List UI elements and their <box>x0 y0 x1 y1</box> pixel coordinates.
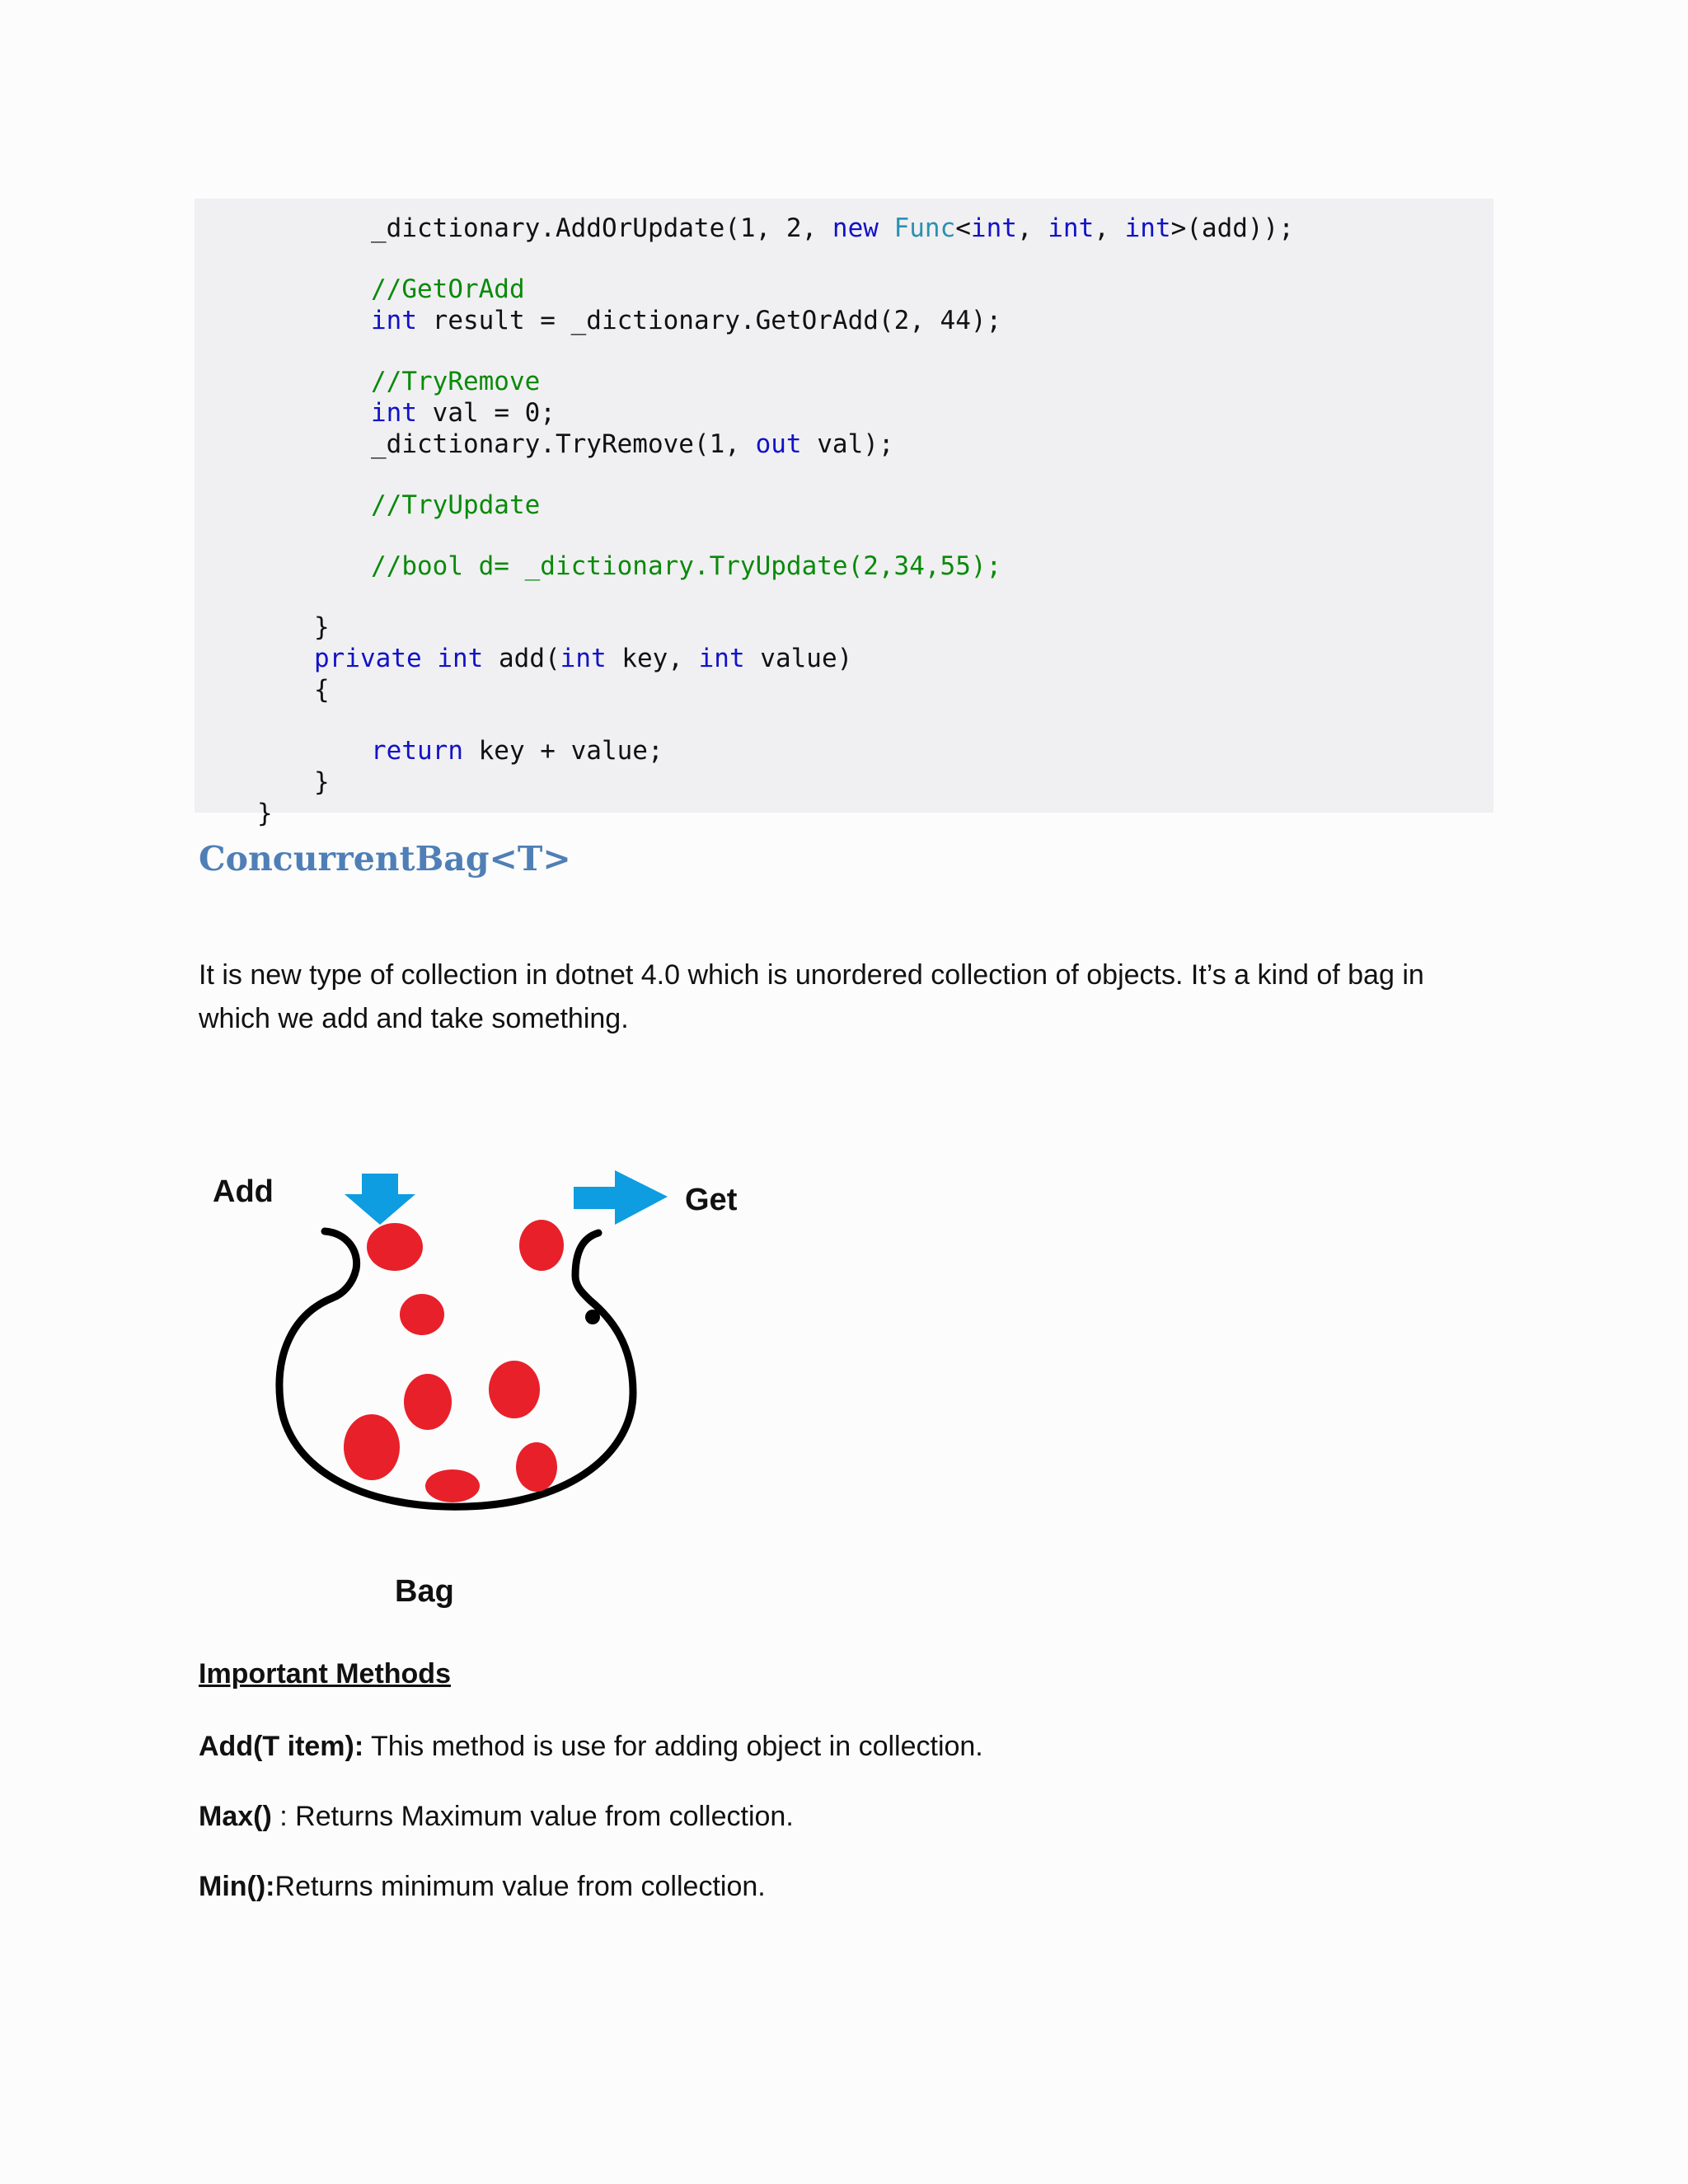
code-line <box>257 798 273 829</box>
method-name: Min(): <box>199 1871 275 1902</box>
code-comment: //TryUpdate <box>371 490 541 520</box>
method-add <box>199 1731 983 1763</box>
code-text: add( <box>483 644 560 673</box>
add-label: Add <box>213 1174 274 1209</box>
ball <box>404 1374 452 1430</box>
code-line <box>314 766 330 798</box>
method-min <box>199 1871 766 1903</box>
method-desc: This method is use for adding object in collection. <box>363 1731 983 1762</box>
code-block <box>195 199 1493 828</box>
code-text: } <box>257 799 273 828</box>
code-token: int <box>371 398 417 428</box>
code-text: , <box>1094 213 1125 243</box>
code-line <box>314 674 330 705</box>
code-text: val = 0; <box>417 398 556 428</box>
ball <box>425 1469 480 1502</box>
code-token: private <box>314 644 422 673</box>
code-comment: //TryRemove <box>371 367 541 396</box>
bag-illustration <box>195 1154 788 1640</box>
code-comment: //bool d= _dictionary.TryUpdate(2,34,55); <box>371 551 1002 581</box>
code-comment: //GetOrAdd <box>371 274 525 304</box>
code-line <box>371 429 894 460</box>
code-line <box>314 643 852 674</box>
bag-diagram <box>195 1154 788 1640</box>
code-text: } <box>314 767 330 797</box>
code-token: return <box>371 736 463 766</box>
ball <box>367 1223 423 1271</box>
code-text: } <box>314 612 330 642</box>
add-arrow-icon <box>345 1174 415 1225</box>
code-text: >(add)); <box>1170 213 1294 243</box>
code-token: int <box>371 306 417 335</box>
code-token: int <box>437 644 484 673</box>
method-desc: Returns minimum value from collection. <box>274 1871 766 1902</box>
ball <box>344 1414 400 1480</box>
code-line <box>371 274 525 305</box>
bag-knot <box>585 1310 600 1324</box>
code-token: out <box>755 429 802 459</box>
method-max <box>199 1801 794 1833</box>
intro-paragraph: It is new type of collection in dotnet 4.0 which is unordered collection of objects. It’s a kind of bag in which we add and take something. <box>199 959 1424 1034</box>
code-text: key, <box>606 644 699 673</box>
code-line <box>371 213 1294 244</box>
code-token: int <box>970 213 1017 243</box>
bag-outline <box>279 1231 633 1507</box>
ball <box>489 1361 540 1418</box>
code-text <box>879 213 894 243</box>
code-token: Func <box>893 213 956 243</box>
code-text: { <box>314 675 330 705</box>
code-text: < <box>955 213 971 243</box>
method-name: Max() <box>199 1801 272 1832</box>
ball <box>519 1220 564 1271</box>
get-arrow-icon <box>574 1170 668 1225</box>
code-line <box>371 397 556 429</box>
code-text <box>422 644 438 673</box>
section-heading: ConcurrentBag<T> <box>199 839 571 879</box>
code-text: _dictionary.TryRemove(1, <box>371 429 756 459</box>
code-text: key + value; <box>462 736 663 766</box>
code-token: int <box>698 644 745 673</box>
code-line <box>314 612 330 643</box>
code-text: result = _dictionary.GetOrAdd(2, 44); <box>417 306 1002 335</box>
code-line <box>371 735 663 766</box>
bag-items <box>344 1220 564 1502</box>
code-line <box>371 366 540 397</box>
code-token: new <box>832 213 879 243</box>
code-token: int <box>1048 213 1095 243</box>
bag-label: Bag <box>395 1574 454 1609</box>
method-desc: : Returns Maximum value from collection. <box>271 1801 794 1832</box>
code-text: _dictionary.AddOrUpdate(1, 2, <box>371 213 832 243</box>
code-text: value) <box>744 644 853 673</box>
methods-heading: Important Methods <box>199 1658 451 1690</box>
ball <box>400 1294 444 1335</box>
code-text: val); <box>801 429 894 459</box>
code-text: , <box>1016 213 1048 243</box>
get-label: Get <box>685 1183 738 1217</box>
code-line <box>371 551 1001 582</box>
method-name: Add(T item): <box>199 1731 364 1762</box>
ball <box>516 1442 557 1492</box>
code-line <box>371 490 540 521</box>
code-token: int <box>560 644 607 673</box>
code-line <box>371 305 1001 336</box>
code-token: int <box>1124 213 1171 243</box>
